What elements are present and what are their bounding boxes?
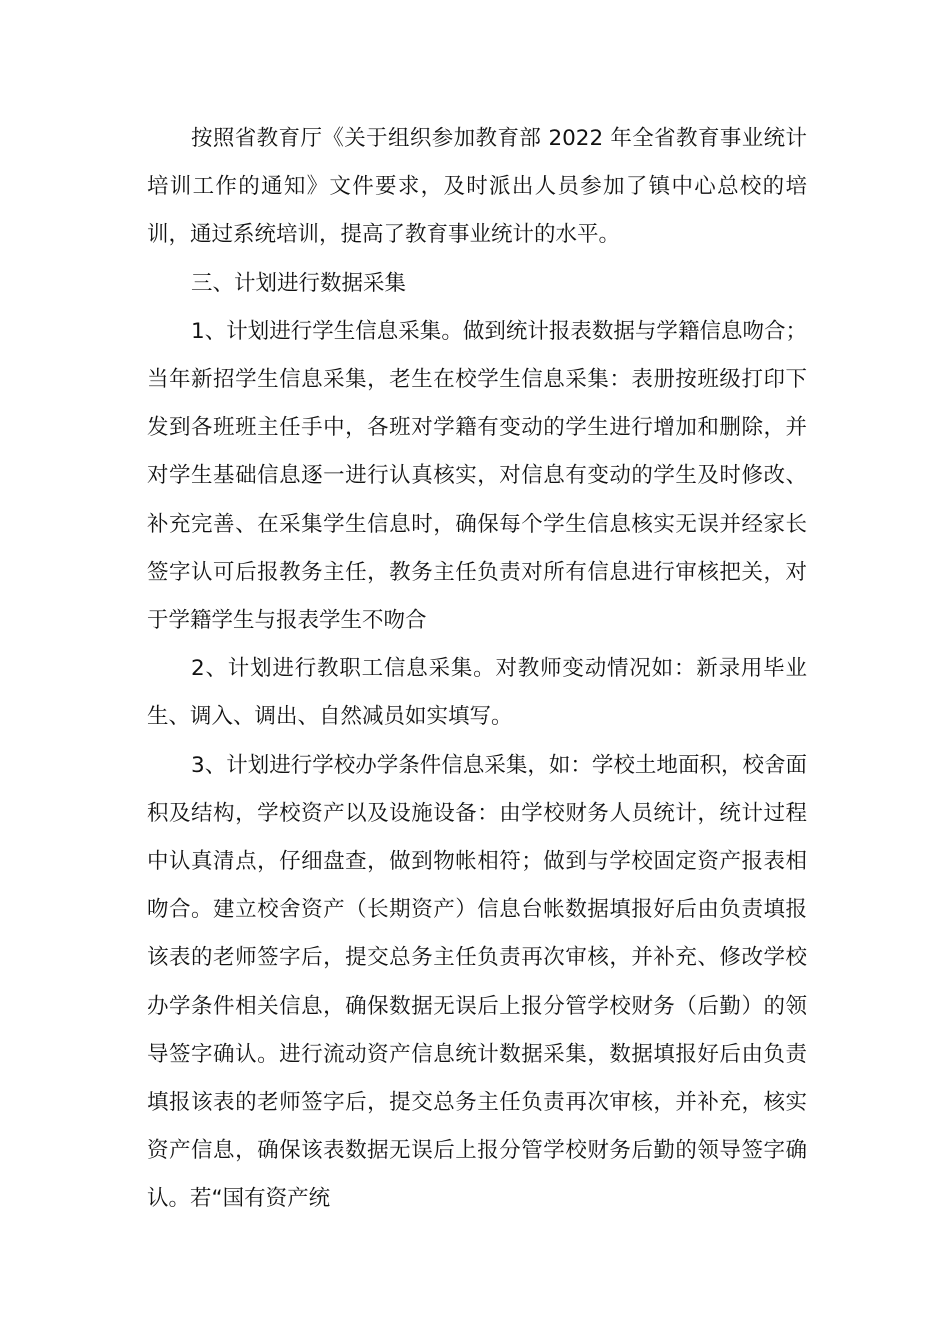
paragraph-training: 按照省教育厅《关于组织参加教育部 2022 年全省教育事业统计培训工作的通知》文件要求，及时派出人员参加了镇中心总校的培训，通过系统培训，提高了教育事业统计的水平。 xyxy=(147,126,807,248)
section-heading-data-collection: 三、计划进行数据采集 xyxy=(191,270,407,296)
paragraph-staff-info: 2、计划进行教职工信息采集。对教师变动情况如：新录用毕业生、调入、调出、自然减员如实填写。 xyxy=(147,656,807,730)
paragraph-school-conditions: 3、计划进行学校办学条件信息采集，如：学校土地面积，校舍面积及结构，学校资产以及设施设备：由学校财务人员统计，统计过程中认真清点，仔细盘查，做到物帐相符；做到与学校固定资产报表相吻合。建立校舍资产（长期资产）信息台帐数据填报好后由负责填报该表的老师签字后，提交总务主任负责再次审核，并补充、修改学校办学条件相关信息，确保数据无误后上报分管学校财务（后勤）的领导签字确认。进行流动资产信息统计数据采集，数据填报好后由负责填报该表的老师签字后，提交总务主任负责再次审核，并补充，核实资产信息，确保该表数据无误后上报分管学校财务后勤的领导签字确认。若“国有资产统 xyxy=(147,752,807,1212)
document-body xyxy=(147,115,807,1224)
paragraph-student-info: 1、计划进行学生信息采集。做到统计报表数据与学籍信息吻合；当年新招学生信息采集，老生在校学生信息采集：表册按班级打印下发到各班班主任手中，各班对学籍有变动的学生进行增加和删除，并对学生基础信息逐一进行认真核实，对信息有变动的学生及时修改、补充完善、在采集学生信息时，确保每个学生信息核实无误并经家长签字认可后报教务主任，教务主任负责对所有信息进行审核把关，对于学籍学生与报表学生不吻合 xyxy=(147,318,807,634)
